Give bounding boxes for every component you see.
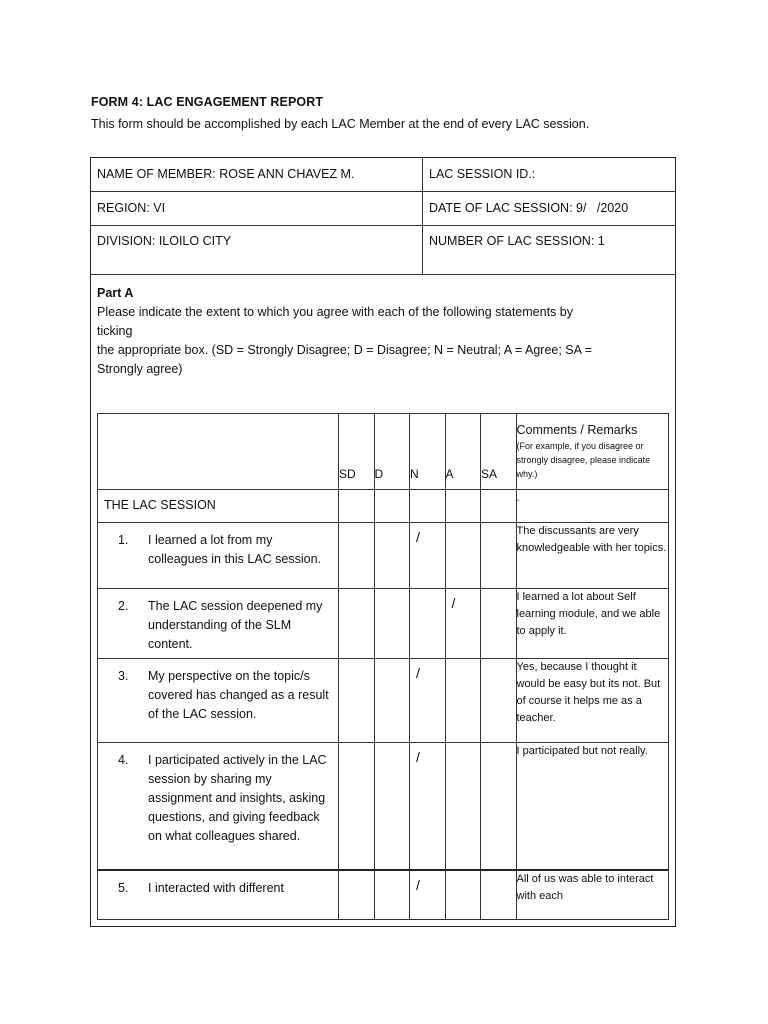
check-mark — [481, 523, 516, 529]
session-date-field: DATE OF LAC SESSION: 9/ /2020 — [429, 201, 629, 215]
part-a-line: Strongly agree) — [97, 362, 183, 376]
remarks-header: Comments / Remarks — [516, 423, 638, 437]
mark-cell-d — [374, 743, 410, 870]
table-header-row — [98, 414, 669, 490]
mark-cell-n — [410, 659, 446, 743]
check-mark — [339, 743, 374, 749]
part-a-line: the appropriate box. (SD = Strongly Disagree; D = Disagree; N = Neutral; A = Agree; SA = — [97, 343, 593, 357]
statement-cell — [98, 743, 339, 870]
form-frame — [90, 157, 676, 927]
mark-cell-n — [410, 589, 446, 659]
table-row — [98, 523, 669, 589]
mark-cell-sa — [481, 659, 517, 743]
mark-cell-a — [445, 659, 481, 743]
check-mark: / — [416, 876, 420, 893]
statement-number: 4. — [118, 753, 129, 767]
mark-cell-a — [445, 743, 481, 870]
mark-cell — [481, 490, 517, 523]
part-a-heading: Part A — [97, 286, 134, 300]
check-mark: / — [451, 595, 456, 611]
statement-text: I learned a lot from my colleagues in this LAC session. — [148, 533, 322, 566]
check-mark — [375, 743, 410, 749]
col-header-a: A — [445, 414, 481, 490]
check-mark — [481, 659, 516, 665]
statement-text: My perspective on the topic/s covered has changed as a result of the LAC session. — [148, 669, 329, 721]
mark-cell-sa — [481, 870, 517, 920]
col-header-sa: SA — [481, 414, 517, 490]
remarks-note: (For example, if you disagree or strongly disagree, please indicate why.) — [516, 441, 651, 479]
check-mark — [410, 589, 445, 595]
check-mark — [446, 523, 481, 529]
table-row — [98, 659, 669, 743]
check-mark: / — [416, 529, 420, 545]
check-mark — [481, 743, 516, 749]
mark-cell-sd — [339, 743, 375, 870]
check-mark — [446, 743, 481, 749]
mark-cell-a — [445, 523, 481, 589]
mark-cell — [374, 490, 410, 523]
statement-number: 5. — [118, 880, 129, 895]
mark-cell-n — [410, 743, 446, 870]
col-header-n: N — [410, 414, 446, 490]
mark-cell-d — [374, 523, 410, 589]
check-mark — [446, 871, 481, 877]
mark-cell-sd — [339, 523, 375, 589]
mark-cell-sa — [481, 523, 517, 589]
mark-cell-n — [410, 523, 446, 589]
statement-text: I participated actively in the LAC session by sharing my assignment and insights, asking questions, and giving feedback on what colleagues shared. — [148, 753, 327, 843]
check-mark: / — [416, 749, 420, 765]
mark-cell-n — [410, 870, 446, 920]
rating-table — [97, 413, 669, 920]
remarks-header-cell — [516, 414, 668, 490]
form-title: FORM 4: LAC ENGAGEMENT REPORT — [91, 95, 324, 109]
part-a-instructions — [97, 284, 657, 379]
check-mark — [339, 871, 374, 877]
statement-cell — [98, 870, 339, 920]
section-remark: . — [516, 490, 668, 523]
part-a-line: Please indicate the extent to which you agree with each of the following statements by — [97, 305, 573, 319]
statement-text: I interacted with different — [148, 880, 284, 895]
mark-cell-d — [374, 589, 410, 659]
mark-cell — [339, 490, 375, 523]
check-mark — [375, 659, 410, 665]
table-row — [98, 743, 669, 870]
mark-cell — [410, 490, 446, 523]
col-header-sd: SD — [339, 414, 375, 490]
check-mark — [446, 659, 481, 665]
mark-cell-d — [374, 659, 410, 743]
section-row — [98, 490, 669, 523]
remark-cell: I participated but not really. — [516, 743, 668, 870]
mark-cell-a — [445, 870, 481, 920]
check-mark — [339, 589, 374, 595]
remark-cell: Yes, because I thought it would be easy but its not. But of course it helps me as a teacher. — [516, 659, 668, 743]
check-mark — [339, 659, 374, 665]
statement-cell — [98, 589, 339, 659]
statement-number: 3. — [118, 669, 129, 683]
statement-text: The LAC session deepened my understanding of the SLM content. — [148, 599, 323, 651]
check-mark — [375, 523, 410, 529]
check-mark — [339, 523, 374, 529]
check-mark — [481, 871, 516, 877]
mark-cell-d — [374, 870, 410, 920]
mark-cell-sd — [339, 870, 375, 920]
statement-number: 1. — [118, 533, 129, 547]
table-row — [98, 589, 669, 659]
mark-cell-sd — [339, 659, 375, 743]
header-divider — [422, 158, 423, 275]
check-mark — [375, 589, 410, 595]
remark-cell: The discussants are very knowledgeable with her topics. — [516, 523, 668, 589]
form-instructions: This form should be accomplished by each LAC Member at the end of every LAC session. — [91, 117, 590, 131]
mark-cell-a — [445, 589, 481, 659]
section-label: THE LAC SESSION — [98, 490, 339, 523]
statement-header-cell — [98, 414, 339, 490]
mark-cell-sa — [481, 589, 517, 659]
mark-cell-sd — [339, 589, 375, 659]
session-number-field: NUMBER OF LAC SESSION: 1 — [429, 234, 605, 248]
check-mark: / — [416, 665, 420, 681]
check-mark — [375, 871, 410, 877]
division-field: DIVISION: ILOILO CITY — [97, 234, 232, 248]
region-field: REGION: VI — [97, 201, 166, 215]
col-header-d: D — [374, 414, 410, 490]
statement-cell — [98, 659, 339, 743]
member-name-field: NAME OF MEMBER: ROSE ANN CHAVEZ M. — [97, 167, 355, 181]
remark-cell: All of us was able to interact with each — [516, 870, 668, 920]
check-mark — [481, 589, 516, 595]
statement-cell — [98, 523, 339, 589]
mark-cell — [445, 490, 481, 523]
table-row — [98, 870, 669, 920]
mark-cell-sa — [481, 743, 517, 870]
remark-cell: I learned a lot about Self learning module, and we able to apply it. — [516, 589, 668, 659]
statement-number: 2. — [118, 599, 129, 613]
session-id-field: LAC SESSION ID.: — [429, 167, 536, 181]
part-a-line: ticking — [97, 324, 133, 338]
